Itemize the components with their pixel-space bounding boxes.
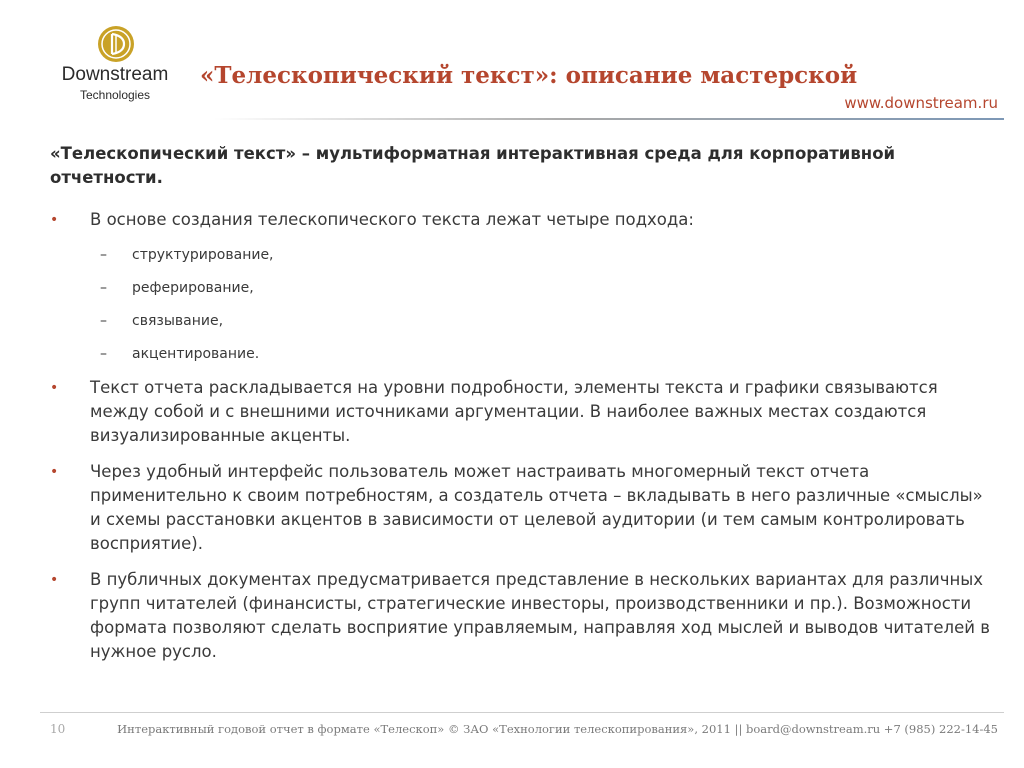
- sub-marker: –: [100, 280, 107, 296]
- lead-paragraph: «Телескопический текст» – мультиформатная интерактивная среда для корпоративной отчетности.: [50, 144, 896, 187]
- bullet-marker: •: [50, 464, 59, 480]
- sub-text: реферирование,: [132, 280, 254, 296]
- bullet-text: Через удобный интерфейс пользователь может настраивать многомерный текст отчета применительно к своим потребностям, а создатель отчета – вкладывать в него различные «смыслы» и схемы расстановки акцентов в зависимости от целевой аудитории (и тем самым контролировать восприятие).: [90, 462, 983, 553]
- header-divider: [40, 118, 1004, 120]
- company-logo[interactable]: [40, 24, 190, 114]
- bullet-marker: •: [50, 380, 59, 396]
- logo-name: Downstream: [61, 64, 169, 85]
- sub-marker: –: [100, 247, 107, 263]
- downstream-logo-icon: [96, 24, 136, 64]
- sub-marker: –: [100, 346, 107, 362]
- bullet-item: [50, 208, 980, 234]
- bullet-item: [50, 376, 980, 450]
- sub-item: [100, 245, 700, 267]
- bullet-text: В публичных документах предусматривается представление в нескольких вариантах для различных групп читателей (финансисты, стратегические инвесторы, производственники и пр.). Возможности формата позволяют сделать восприятие управляемым, направляя ход мыслей и выводов читателей в нужное русло.: [90, 570, 990, 661]
- page-number: 10: [50, 722, 66, 736]
- sub-item: [100, 278, 700, 300]
- sub-item: [100, 344, 700, 366]
- page-title: «Телескопический текст»: описание мастерской: [200, 62, 858, 89]
- bullet-text: Текст отчета раскладывается на уровни подробности, элементы текста и графики связываются между собой и с внешними источниками аргументации. В наиболее важных местах создаются визуализированные акценты.: [90, 378, 938, 445]
- sub-text: связывание,: [132, 313, 224, 329]
- bullet-marker: •: [50, 212, 59, 228]
- sub-marker: –: [100, 313, 107, 329]
- sub-text: структурирование,: [132, 247, 274, 263]
- bullet-marker: •: [50, 572, 59, 588]
- footer-divider: [40, 712, 1004, 713]
- logo-subtitle: Technologies: [79, 88, 151, 102]
- website-link[interactable]: www.downstream.ru: [844, 94, 998, 112]
- bullet-text: В основе создания телескопического текста лежат четыре подхода:: [90, 210, 694, 229]
- sub-item: [100, 311, 700, 333]
- footer-text: Интерактивный годовой отчет в формате «Телескоп» © ЗАО «Технологии телескопирования», 2011 || board@downstream.ru +7 (985) 222-14-45: [117, 722, 998, 736]
- sub-text: акцентирование.: [132, 346, 260, 362]
- bullet-item: [50, 568, 990, 666]
- bullet-item: [50, 460, 983, 558]
